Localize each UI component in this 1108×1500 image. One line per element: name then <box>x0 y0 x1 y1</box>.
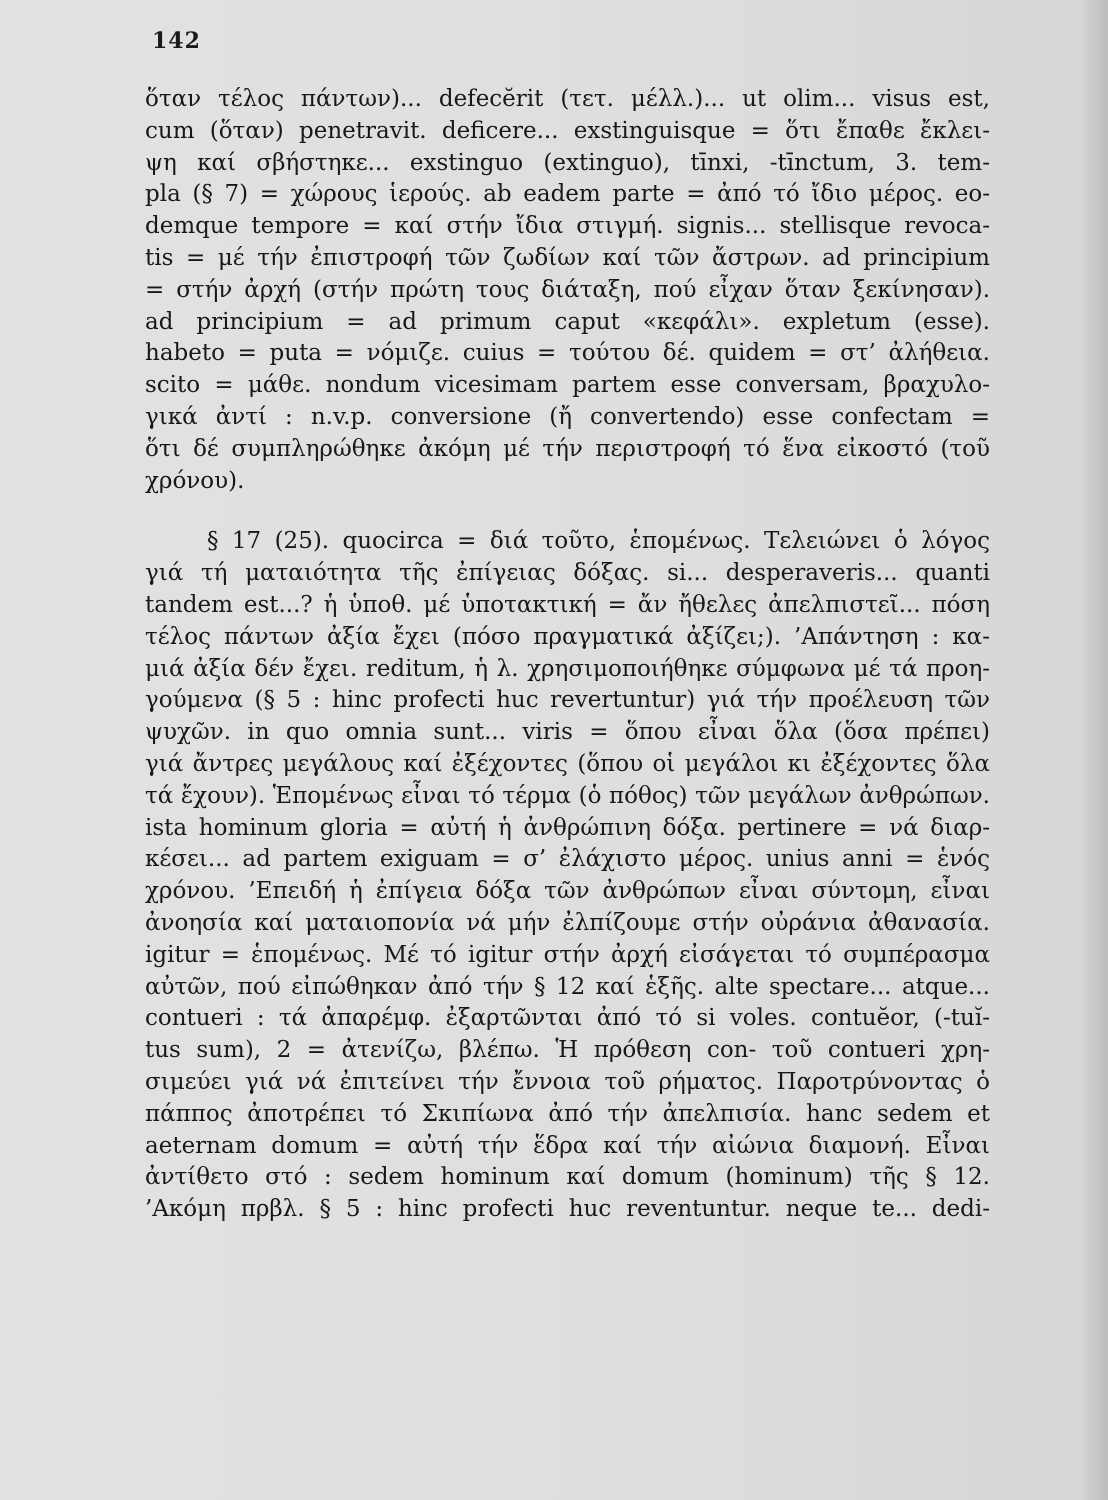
text-line: demque tempore = καί στήν ἴδια στιγμή. signis... stellisque revoca- <box>145 213 990 240</box>
commentary-text <box>145 84 990 1226</box>
paragraph-2 <box>145 526 990 1226</box>
text-line: igitur = ἑπομένως. Μέ τό igitur στήν ἀρχή εἰσάγεται τό συμπέρασμα <box>145 941 990 968</box>
text-line: ista hominum gloria = αὐτή ἡ ἀνθρώπινη δόξα. pertinere = νά διαρ- <box>145 814 990 841</box>
text-line: αὐτῶν, πού εἰπώθηκαν ἀπό τήν § 12 καί ἑξῆς. alte spectare... atque... <box>145 973 990 1000</box>
text-line: ἀντίθετο στό : sedem hominum καί domum (hominum) τῆς § 12. <box>145 1164 990 1191</box>
text-line: = στήν ἀρχή (στήν πρώτη τους διάταξη, πού εἶχαν ὅταν ξεκίνησαν). <box>145 276 990 303</box>
text-line: τέλος πάντων ἀξία ἔχει (πόσο πραγματικά ἀξίζει;). ’Απάντηση : κα- <box>145 623 990 650</box>
text-line: cum (ὅταν) penetravit. deficere... exstinguisque = ὅτι ἔπαθε ἔκλει- <box>145 117 990 144</box>
text-line: πάππος ἀποτρέπει τό Σκιπίωνα ἀπό τήν ἀπελπισία. hanc sedem et <box>145 1100 990 1127</box>
page-number: 142 <box>152 28 201 54</box>
text-line: aeternam domum = αὐτή τήν ἕδρα καί τήν αἰώνια διαμονή. Εἶναι <box>145 1132 990 1159</box>
text-line: γιά τή ματαιότητα τῆς ἐπίγειας δόξας. si... desperaveris... quanti <box>145 560 990 587</box>
text-line: μιά ἀξία δέν ἔχει. reditum, ἡ λ. χρησιμοποιήθηκε σύμφωνα μέ τά προη- <box>145 655 990 682</box>
text-line: ὅταν τέλος πάντων)... defecĕrit (τετ. μέλλ.)... ut olim... visus est, <box>145 86 990 112</box>
text-line: κέσει... ad partem exiguam = σ’ ἐλάχιστο μέρος. unius anni = ἑνός <box>145 846 990 873</box>
text-line: σιμεύει γιά νά ἐπιτείνει τήν ἔννοια τοῦ ρήματος. Παροτρύνοντας ὁ <box>145 1068 990 1095</box>
text-line: ἀνοησία καί ματαιοπονία νά μήν ἐλπίζουμε στήν οὐράνια ἀθανασία. <box>145 909 990 936</box>
paragraph-gap <box>145 497 990 526</box>
page-edge-shadow <box>1080 0 1108 1500</box>
text-line: § 17 (25). quocirca = διά τοῦτο, ἑπομένως. Τελειώνει ὁ λόγος <box>207 528 990 555</box>
text-line: γούμενα (§ 5 : hinc profecti huc revertuntur) γιά τήν προέλευση τῶν <box>145 687 990 714</box>
text-line: ψη καί σβήστηκε... exstinguo (extinguo), tīnxi, -tīnctum, 3. tem- <box>145 149 990 176</box>
text-line: τά ἔχουν). Ἑπομένως εἶναι τό τέρμα (ὁ πόθος) τῶν μεγάλων ἀνθρώπων. <box>145 782 990 809</box>
paragraph-1 <box>145 84 990 497</box>
text-line: γιά ἄντρες μεγάλους καί ἐξέχοντες (ὅπου οἱ μεγάλοι κι ἐξέχοντες ὅλα <box>145 750 990 777</box>
text-line: χρόνου). <box>145 467 245 494</box>
text-line: tis = μέ τήν ἐπιστροφή τῶν ζωδίων καί τῶν ἄστρων. ad principium <box>145 244 990 271</box>
text-line: ’Ακόμη πρβλ. § 5 : hinc profecti huc reventuntur. neque te... dedi- <box>145 1196 990 1223</box>
text-line: scito = μάθε. nondum vicesimam partem esse conversam, βραχυλο- <box>145 372 990 399</box>
text-line: habeto = puta = νόμιζε. cuius = τούτου δέ. quidem = στ’ ἀλήθεια. <box>145 340 990 367</box>
text-line: contueri : τά ἀπαρέμφ. ἐξαρτῶνται ἀπό τό si voles. contuĕor, (-tuĭ- <box>145 1005 990 1032</box>
text-line: ψυχῶν. in quo omnia sunt... viris = ὅπου εἶναι ὅλα (ὅσα πρέπει) <box>145 719 990 746</box>
text-line: tus sum), 2 = ἀτενίζω, βλέπω. Ἡ πρόθεση con- τοῦ contueri χρη- <box>145 1037 990 1064</box>
text-line: γικά ἀντί : n.v.p. conversione (ἤ convertendo) esse confectam = <box>145 403 990 430</box>
text-line: pla (§ 7) = χώρους ἱερούς. ab eadem parte = ἀπό τό ἴδιο μέρος. eo- <box>145 181 990 208</box>
text-line: χρόνου. ’Επειδή ἡ ἐπίγεια δόξα τῶν ἀνθρώπων εἶναι σύντομη, εἶναι <box>145 878 990 905</box>
text-line: ὅτι δέ συμπληρώθηκε ἀκόμη μέ τήν περιστροφή τό ἕνα εἰκοστό (τοῦ <box>145 435 990 462</box>
text-line: ad principium = ad primum caput «κεφάλι». expletum (esse). <box>145 308 990 335</box>
text-line: tandem est...? ἡ ὑποθ. μέ ὑποτακτική = ἄν ἤθελες ἀπελπιστεῖ... πόση <box>145 591 990 618</box>
